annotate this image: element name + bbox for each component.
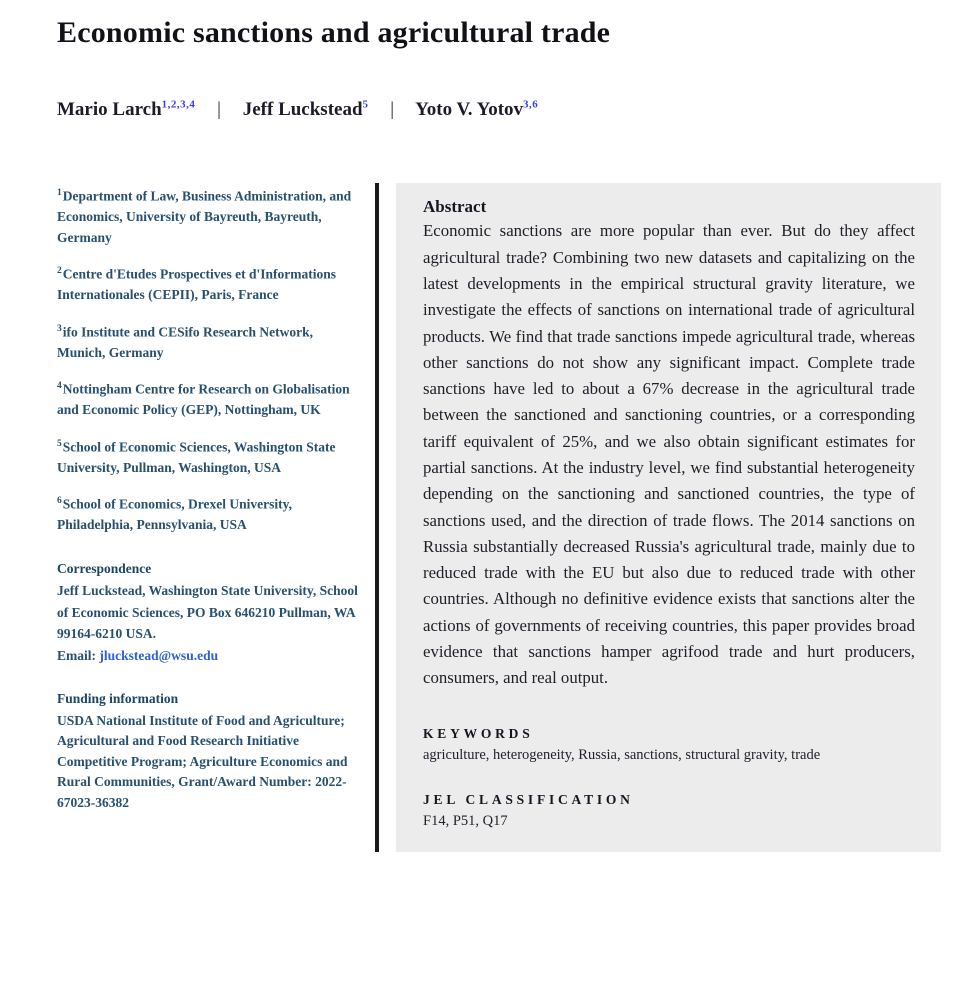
two-column-layout — [57, 183, 978, 851]
keywords-heading: KEYWORDS — [423, 725, 534, 741]
affiliation-text: School of Economic Sciences, Washington State University, Pullman, Washington, USA — [57, 439, 336, 475]
author-line — [57, 99, 978, 121]
correspondence-heading: Correspondence — [57, 560, 152, 576]
column-divider — [375, 183, 379, 851]
page-title: Economic sanctions and agricultural trade — [57, 16, 611, 49]
jel-classification-heading: JEL CLASSIFICATION — [423, 791, 634, 807]
author-jeff-luckstead — [243, 99, 369, 120]
funding-text: USDA National Institute of Food and Agriculture; Agricultural and Food Research Initiative Competitive Program; Agriculture Economics and Rural Communities, Grant/Award Number: 2022-67023-36382 — [57, 712, 348, 810]
correspondence-text: Jeff Luckstead, Washington State University, School of Economic Sciences, PO Box 646210 Pullman, WA 99164-6210 USA. — [57, 583, 358, 642]
affiliation-item — [57, 434, 358, 479]
affiliation-marker: 2 — [57, 266, 62, 277]
author-affiliation-superscript: 1,2,3,4 — [161, 99, 196, 111]
funding-heading: Funding information — [57, 691, 179, 707]
affiliation-marker: 4 — [57, 381, 62, 392]
author-separator: | — [390, 99, 395, 121]
author-mario-larch — [57, 99, 195, 120]
affiliation-text: School of Economics, Drexel University, Philadelphia, Pennsylvania, USA — [57, 496, 292, 533]
keywords-text: agriculture, heterogeneity, Russia, sanctions, structural gravity, trade — [423, 746, 821, 763]
author-yoto-yotov — [415, 99, 538, 120]
affiliation-text: Department of Law, Business Administration, and Economics, University of Bayreuth, Bayreuth, Germany — [57, 188, 352, 245]
affiliation-text: Nottingham Centre for Research on Globalisation and Economic Policy (GEP), Nottingham, UK — [57, 381, 350, 418]
author-separator: | — [217, 99, 221, 121]
abstract-panel — [396, 183, 941, 851]
author-name: Mario Larch — [57, 99, 162, 121]
abstract-heading: Abstract — [423, 197, 487, 217]
affiliation-marker: 6 — [57, 496, 62, 507]
jel-classification-text: F14, P51, Q17 — [423, 812, 508, 829]
affiliation-text: Centre d'Etudes Prospectives et d'Informations Internationales (CEPII), Paris, France — [57, 266, 336, 303]
email-link[interactable]: jluckstead@wsu.edu — [99, 647, 219, 663]
affiliation-marker: 5 — [57, 438, 62, 449]
affiliation-item — [57, 491, 358, 536]
author-name: Yoto V. Yotov — [415, 99, 524, 121]
author-affiliation-superscript: 3,6 — [523, 99, 539, 111]
email-label: Email: — [57, 647, 96, 663]
affiliation-item — [57, 261, 358, 306]
affiliation-text: ifo Institute and CESifo Research Network, Munich, Germany — [57, 324, 313, 360]
left-metadata-column — [57, 183, 375, 851]
affiliation-item — [57, 183, 358, 248]
correspondence-email-line — [57, 645, 358, 667]
author-name: Jeff Luckstead — [242, 99, 363, 121]
affiliation-item — [57, 376, 358, 421]
abstract-text: Economic sanctions are more popular than ever. But do they affect agricultural trade? Combining two new datasets and capitalizing on the latest developments in the empirical structural gravity literature, we investigate the effects of sanctions on international trade of agricultural products. We find that trade sanctions impede agricultural trade, whereas other sanctions do not show any significant impact. Complete trade sanctions have led to about a 67% decrease in the agricultural trade between the sanctioned and sanctioning countries, or a corresponding tariff equivalent of 25%, and we also obtain significant estimates for partial sanctions. At the industry level, we find substantial heterogeneity depending on the sanctioning and sanctioned countries, the type of sanctions used, and the direction of trade flows. The 2014 sanctions on Russia substantially decreased Russia's agricultural trade, mainly due to reduced trade with the EU but also due to reduced trade with other countries. Although no definitive evidence exists that sanctions alter the actions of governments of receiving countries, this paper provides broad evidence that sanctions hamper agrifood trade and hurt producers, consumers, and real output. — [423, 221, 915, 688]
author-affiliation-superscript: 5 — [362, 99, 369, 111]
affiliation-marker: 1 — [57, 188, 62, 199]
affiliation-item — [57, 319, 358, 364]
affiliation-marker: 3 — [57, 323, 62, 334]
